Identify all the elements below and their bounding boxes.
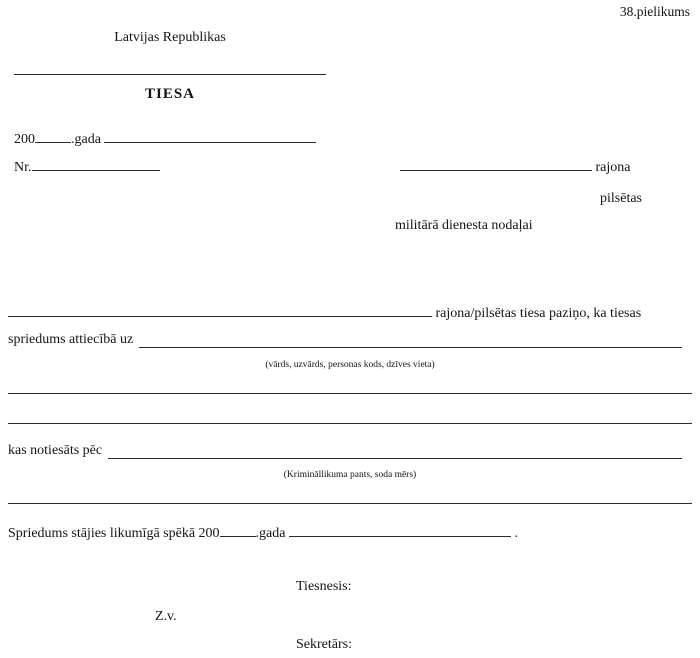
article-note: (Krimināllikuma pants, soda mērs) — [283, 470, 417, 480]
republic-heading: Latvijas Republikas — [114, 30, 226, 45]
nr-label: Nr. — [14, 160, 32, 175]
paragraph-notice-text: rajona/pilsētas tiesa paziņo, ka tiesas — [435, 306, 642, 321]
addressee-military-label: militārā dienesta nodaļai — [395, 218, 533, 233]
final-period: . — [514, 526, 518, 541]
appendix-label: 38.pielikums — [619, 4, 690, 19]
date-prefix: 200 — [14, 132, 35, 147]
district-blank — [400, 157, 592, 171]
final-gada-label: .gada — [255, 526, 286, 541]
paragraph-convicted — [8, 442, 682, 459]
date-row — [14, 129, 316, 148]
blank-line-1 — [8, 393, 692, 394]
paragraph-convicted-label: kas notiesāts pēc — [8, 443, 103, 458]
paragraph-person — [8, 331, 682, 348]
person-blank — [139, 331, 682, 348]
secretary-label: Sekretārs: — [296, 637, 352, 652]
final-year-blank — [220, 523, 256, 537]
paragraph-person-label: spriedums attiecībā uz — [8, 332, 134, 347]
district-label: rajona — [595, 160, 631, 175]
number-row — [14, 157, 160, 176]
paragraph-notice — [8, 303, 641, 322]
seal-label: Z.v. — [155, 609, 177, 624]
date-gada-label: .gada — [71, 132, 101, 147]
paragraph-final — [8, 523, 518, 542]
person-note: (vārds, uzvārds, personas kods, dzīves vieta) — [265, 360, 435, 370]
final-date-blank — [289, 523, 511, 537]
date-blank — [104, 129, 316, 143]
blank-line-2 — [8, 423, 692, 424]
court-name-blank — [14, 74, 326, 75]
addressee-city-label: pilsētas — [600, 191, 642, 206]
nr-blank — [32, 157, 160, 171]
judge-label: Tiesnesis: — [296, 579, 352, 594]
addressee-district-row — [400, 157, 630, 176]
article-blank — [108, 442, 682, 459]
date-year-blank — [35, 129, 71, 143]
blank-line-3 — [8, 503, 692, 504]
final-prefix: Spriedums stājies likumīgā spēkā 200 — [8, 526, 220, 541]
court-label: TIESA — [144, 86, 196, 102]
court-name-fill-blank — [8, 303, 432, 317]
